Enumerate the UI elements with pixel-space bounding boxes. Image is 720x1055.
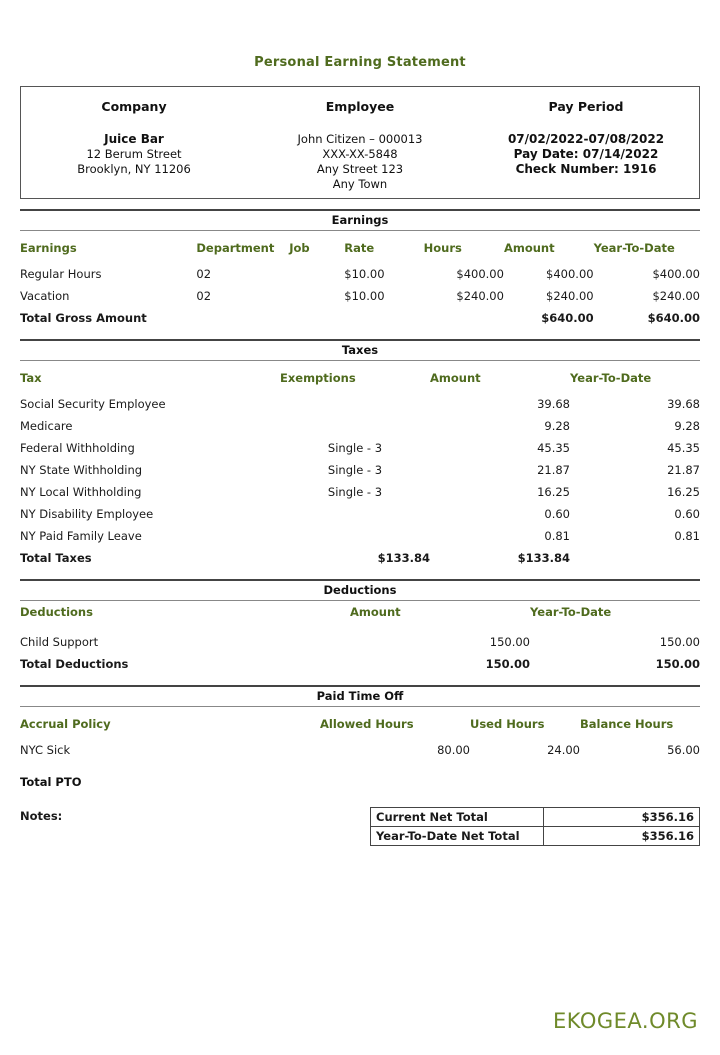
tax-ytd: 39.68 xyxy=(667,397,700,411)
earning-hours: $400.00 xyxy=(456,267,504,281)
tax-ytd: 45.35 xyxy=(667,441,700,455)
check-number: Check Number: 1916 xyxy=(515,162,657,176)
spacer-cell-hours xyxy=(424,307,504,329)
deductions-header-row xyxy=(20,601,700,625)
earning-rate: $10.00 xyxy=(344,267,385,281)
tax-amount: 45.35 xyxy=(537,441,570,455)
tax-name: NY Disability Employee xyxy=(20,507,154,521)
company-address-line1: 12 Berum Street xyxy=(86,147,182,161)
col-ytd: Year-To-Date xyxy=(593,241,675,255)
employee-name-id: John Citizen – 000013 xyxy=(297,132,423,146)
section-deductions: Deductions xyxy=(20,579,700,601)
paystub-document xyxy=(0,55,720,1055)
total-taxes-ytd: $133.84 xyxy=(517,551,570,565)
deductions-table xyxy=(20,601,700,675)
col-earnings: Earnings xyxy=(20,241,77,255)
earning-amount: $400.00 xyxy=(546,267,594,281)
pto-policy: NYC Sick xyxy=(20,743,71,757)
table-row xyxy=(371,808,700,827)
watermark-logo: EKOGEA.ORG xyxy=(552,1009,698,1033)
earning-job xyxy=(289,285,344,307)
pay-period-block xyxy=(473,87,699,198)
taxes-table xyxy=(20,361,700,569)
earning-ytd: $400.00 xyxy=(652,267,700,281)
company-block xyxy=(21,87,247,198)
pto-used: 24.00 xyxy=(547,743,580,757)
tax-exemptions: Single - 3 xyxy=(327,485,383,499)
tax-name: NY State Withholding xyxy=(20,463,143,477)
earning-rate: $10.00 xyxy=(344,289,385,303)
tax-amount: 16.25 xyxy=(537,485,570,499)
tax-name: Medicare xyxy=(20,419,73,433)
tax-exemptions: Single - 3 xyxy=(327,441,383,455)
table-row xyxy=(20,525,700,547)
section-earnings: Earnings xyxy=(20,209,700,231)
earning-hours: $240.00 xyxy=(456,289,504,303)
earning-job xyxy=(289,263,344,285)
tax-amount: 0.60 xyxy=(544,507,570,521)
page-title: Personal Earning Statement xyxy=(254,55,466,70)
ytd-net-total-value: $356.16 xyxy=(544,827,700,846)
tax-exemptions xyxy=(280,503,430,525)
deduction-ytd: 150.00 xyxy=(659,635,700,649)
tax-ytd: 9.28 xyxy=(674,419,700,433)
table-row xyxy=(20,437,700,459)
earning-department: 02 xyxy=(196,289,212,303)
col-tax: Tax xyxy=(20,371,42,385)
ytd-net-total-label: Year-To-Date Net Total xyxy=(371,827,544,846)
tax-amount: 21.87 xyxy=(537,463,570,477)
table-row xyxy=(20,285,700,307)
company-name: Juice Bar xyxy=(104,132,164,146)
total-gross-ytd: $640.00 xyxy=(647,311,700,325)
company-heading: Company xyxy=(101,99,167,114)
tax-exemptions: Single - 3 xyxy=(327,463,383,477)
section-taxes: Taxes xyxy=(20,339,700,361)
employee-ssn: XXX-XX-5848 xyxy=(322,147,398,161)
table-row xyxy=(20,481,700,503)
taxes-header-row xyxy=(20,361,700,393)
table-row xyxy=(20,393,700,415)
tax-ytd: 0.60 xyxy=(674,507,700,521)
col-balance-hours: Balance Hours xyxy=(580,717,674,731)
employee-block xyxy=(247,87,473,198)
notes-label: Notes: xyxy=(20,809,63,823)
tax-exemptions xyxy=(280,393,430,415)
col-job: Job xyxy=(289,241,310,255)
taxes-total-row xyxy=(20,547,700,569)
deduction-amount: 150.00 xyxy=(489,635,530,649)
earning-department: 02 xyxy=(196,267,212,281)
total-gross-amount: $640.00 xyxy=(541,311,594,325)
col-deduction-ytd: Year-To-Date xyxy=(530,605,612,619)
tax-name: NY Paid Family Leave xyxy=(20,529,142,543)
table-row xyxy=(20,415,700,437)
table-row xyxy=(20,503,700,525)
spacer-cell-rate xyxy=(344,307,423,329)
col-allowed-hours: Allowed Hours xyxy=(320,717,414,731)
pay-date: Pay Date: 07/14/2022 xyxy=(513,147,659,161)
pto-table xyxy=(20,707,700,761)
earning-name: Regular Hours xyxy=(20,267,102,281)
total-taxes-label: Total Taxes xyxy=(20,551,92,565)
spacer-cell-taxes xyxy=(570,547,700,569)
pto-allowed: 80.00 xyxy=(437,743,470,757)
tax-exemptions xyxy=(280,415,430,437)
total-deductions-ytd: 150.00 xyxy=(655,657,700,671)
pto-balance: 56.00 xyxy=(667,743,700,757)
table-row xyxy=(20,625,700,653)
tax-ytd: 0.81 xyxy=(674,529,700,543)
col-hours: Hours xyxy=(423,241,462,255)
col-tax-amount: Amount xyxy=(430,371,481,385)
col-department: Department xyxy=(196,241,275,255)
col-rate: Rate xyxy=(344,241,375,255)
earnings-header-row xyxy=(20,231,700,263)
table-row xyxy=(20,459,700,481)
col-used-hours: Used Hours xyxy=(470,717,545,731)
tax-name: Social Security Employee xyxy=(20,397,166,411)
tax-name: Federal Withholding xyxy=(20,441,135,455)
pay-period-heading: Pay Period xyxy=(548,99,624,114)
tax-amount: 39.68 xyxy=(537,397,570,411)
notes-area xyxy=(20,807,700,846)
col-tax-ytd: Year-To-Date xyxy=(570,371,652,385)
total-gross-label: Total Gross Amount xyxy=(20,311,147,325)
col-accrual-policy: Accrual Policy xyxy=(20,717,111,731)
table-row xyxy=(371,827,700,846)
spacer-cell-job xyxy=(289,307,344,329)
header-box xyxy=(20,86,700,199)
earning-ytd: $240.00 xyxy=(652,289,700,303)
current-net-total-value: $356.16 xyxy=(544,808,700,827)
tax-name: NY Local Withholding xyxy=(20,485,142,499)
section-pto: Paid Time Off xyxy=(20,685,700,707)
employee-address-line2: Any Town xyxy=(332,177,388,191)
total-pto-label: Total PTO xyxy=(20,775,82,789)
earnings-table xyxy=(20,231,700,329)
employee-address-line1: Any Street 123 xyxy=(316,162,404,176)
table-row xyxy=(20,263,700,285)
pay-period-range: 07/02/2022-07/08/2022 xyxy=(507,132,665,146)
current-net-total-label: Current Net Total xyxy=(371,808,544,827)
table-row xyxy=(20,739,700,761)
pto-header-row xyxy=(20,707,700,739)
deductions-total-row xyxy=(20,653,700,675)
company-address-line2: Brooklyn, NY 11206 xyxy=(77,162,191,176)
tax-amount: 9.28 xyxy=(544,419,570,433)
employee-heading: Employee xyxy=(325,99,395,114)
tax-exemptions xyxy=(280,525,430,547)
deduction-name: Child Support xyxy=(20,635,99,649)
col-deductions: Deductions xyxy=(20,605,93,619)
tax-ytd: 21.87 xyxy=(667,463,700,477)
tax-ytd: 16.25 xyxy=(667,485,700,499)
earning-name: Vacation xyxy=(20,289,70,303)
total-deductions-amount: 150.00 xyxy=(485,657,530,671)
col-amount: Amount xyxy=(503,241,555,255)
col-deduction-amount: Amount xyxy=(350,605,401,619)
earning-amount: $240.00 xyxy=(546,289,594,303)
col-exemptions: Exemptions xyxy=(280,371,356,385)
earnings-total-row xyxy=(20,307,700,329)
net-totals-table xyxy=(370,807,700,846)
tax-amount: 0.81 xyxy=(544,529,570,543)
total-deductions-label: Total Deductions xyxy=(20,657,129,671)
total-taxes-amount: $133.84 xyxy=(377,551,430,565)
